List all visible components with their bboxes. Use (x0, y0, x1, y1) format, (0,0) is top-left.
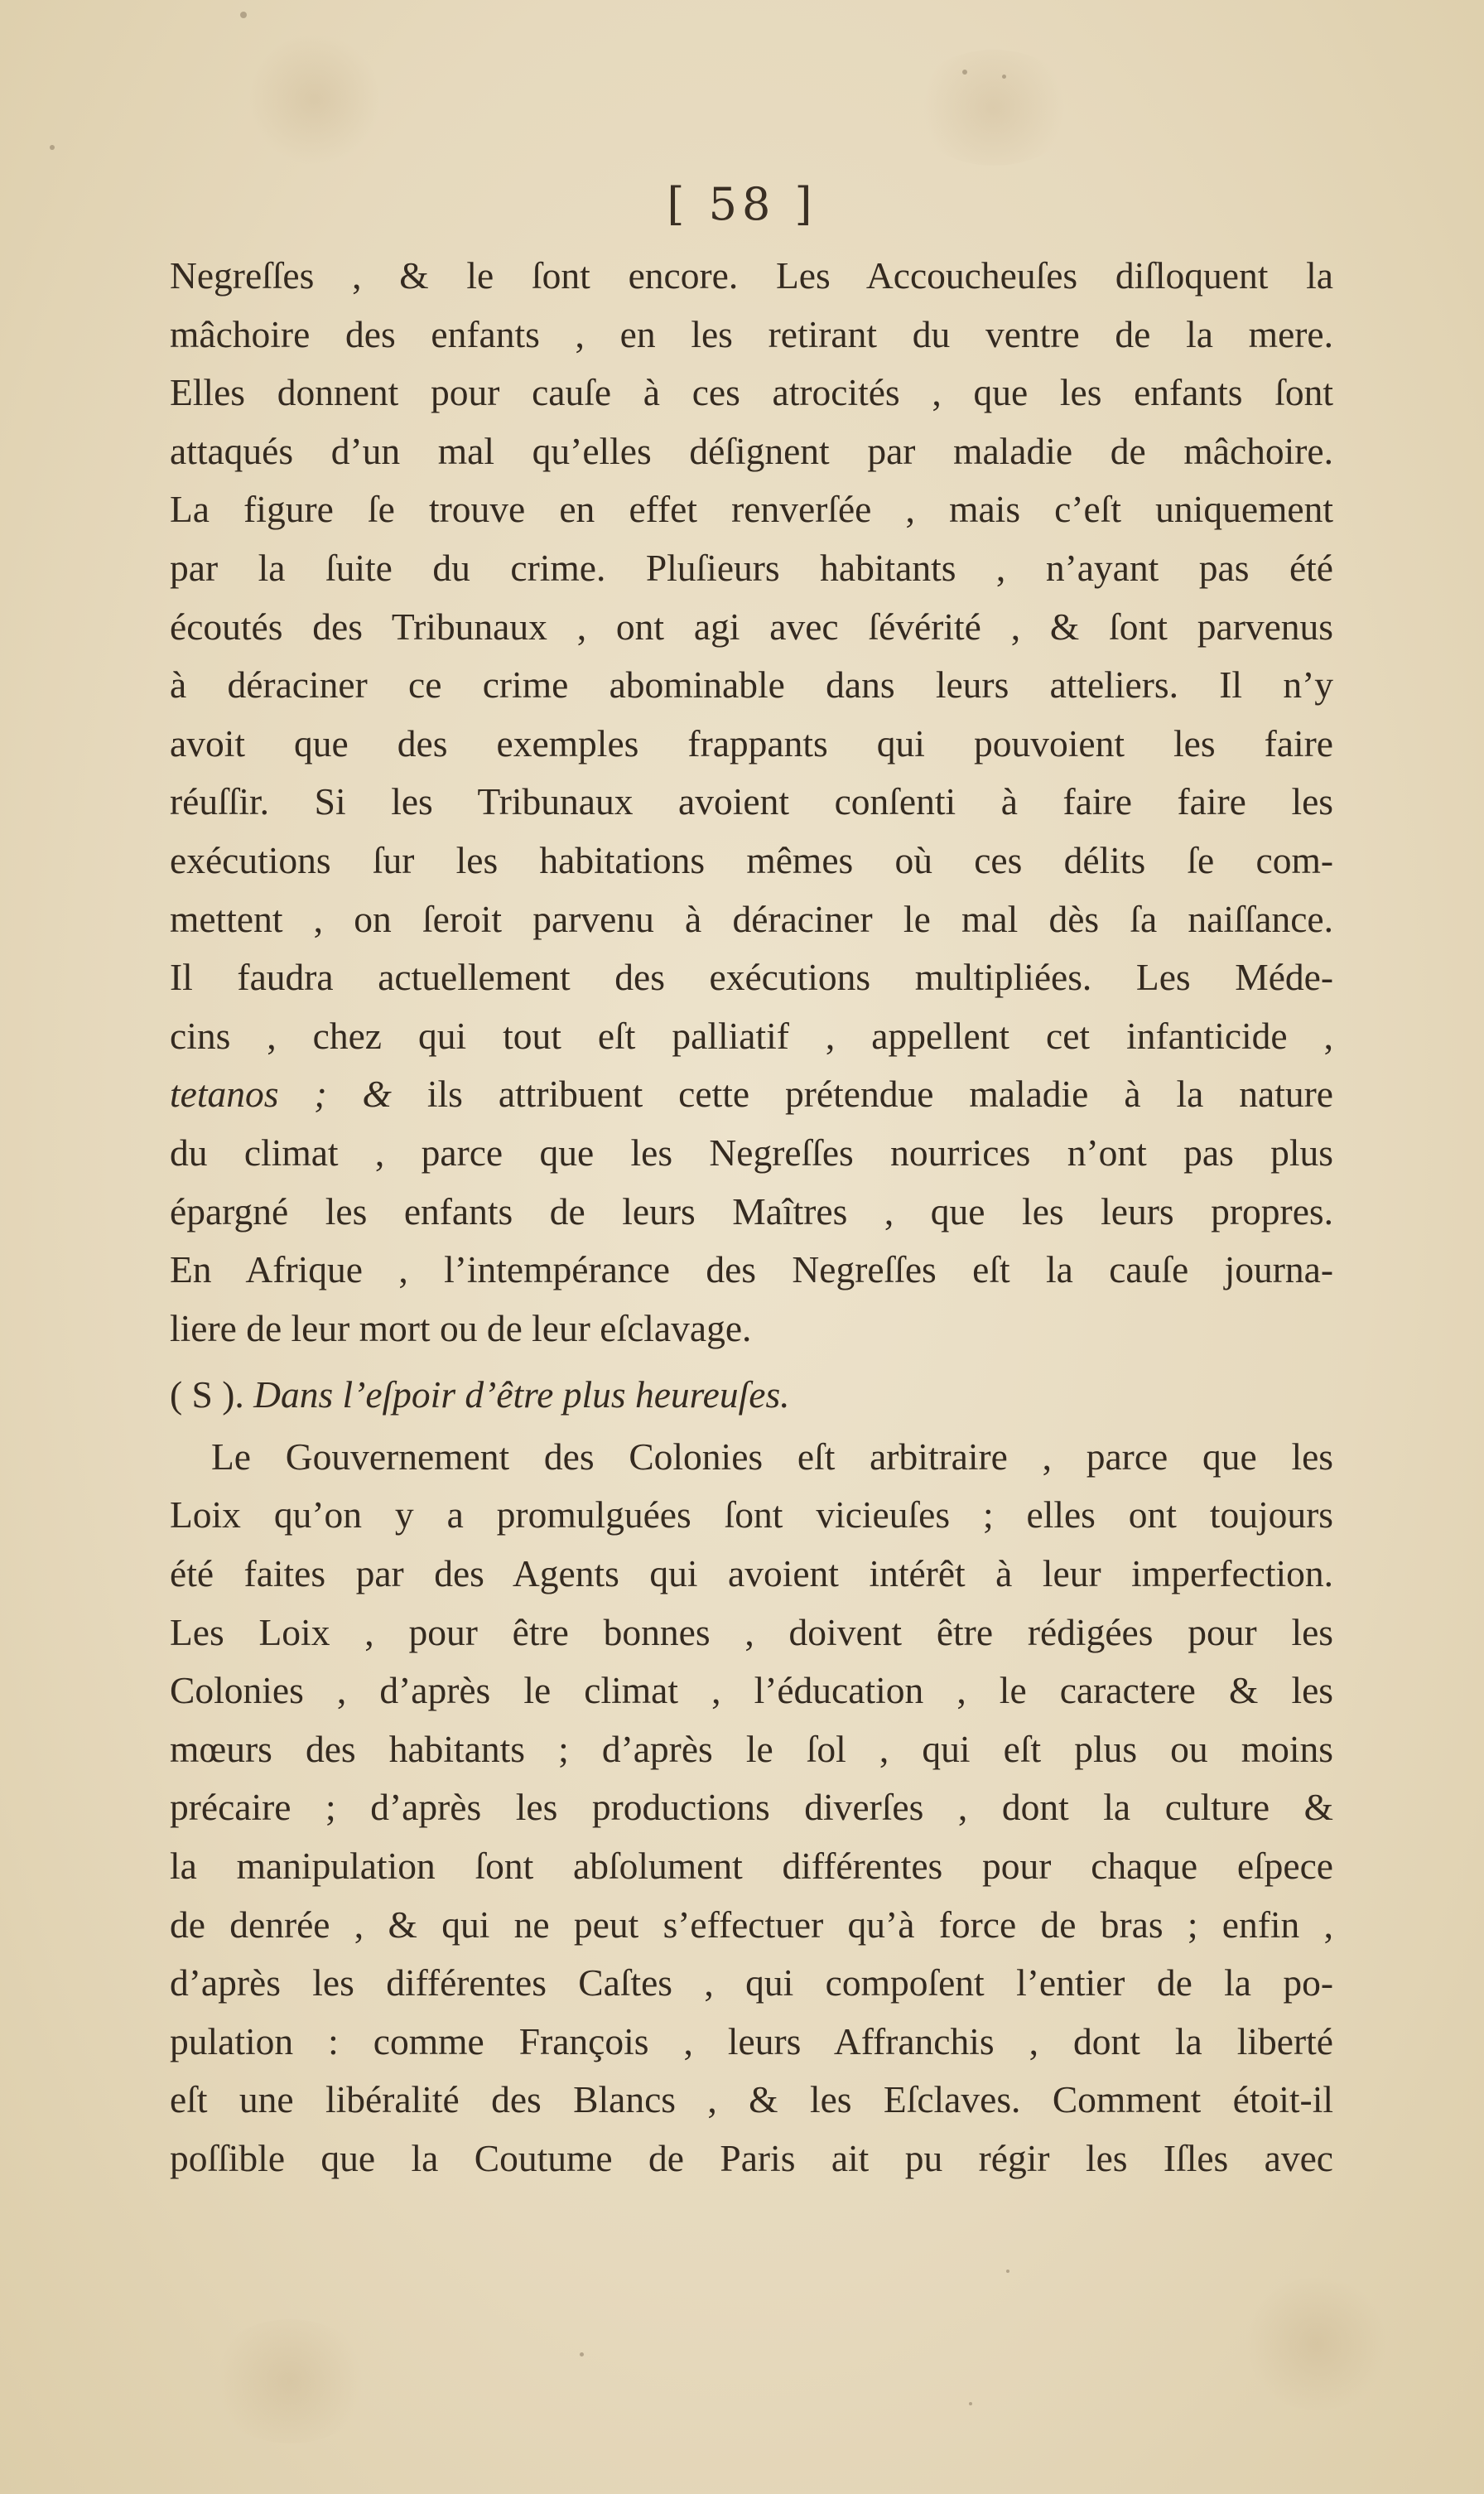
text-line: mâchoire des enfants , en les retirant du ventre de la mere. (170, 312, 1333, 355)
text-line: réuſſir. Si les Tribunaux avoient conſenti à faire faire les (170, 780, 1333, 823)
text-line: par la ſuite du crime. Pluſieurs habitants , n’ayant pas été (170, 546, 1333, 589)
body-text (170, 247, 1333, 2188)
text-line: Colonies , d’après le climat , l’éducation , le caractere & les (170, 1669, 1333, 1712)
text-line: la manipulation ſont abſolument différentes pour chaque eſpece (170, 1845, 1333, 1888)
text-line: du climat , parce que les Negreſſes nourrices n’ont pas plus (170, 1131, 1333, 1174)
page-number: [ 58 ] (667, 178, 817, 230)
text-line: d’après les différentes Caſtes , qui compoſent l’entier de la po- (170, 1961, 1333, 2004)
text-line: précaire ; d’après les productions diverſes , dont la culture & (170, 1786, 1333, 1829)
text-line-tetanos (170, 1065, 1333, 1124)
paper-speck (962, 70, 967, 75)
foxing-stain (207, 2319, 373, 2443)
note-heading (170, 1366, 1333, 1425)
note-label: ( S ). (170, 1373, 244, 1416)
paper-speck (580, 2352, 584, 2357)
tetanos-italic: tetanos ; & (170, 1073, 392, 1116)
text-line: avoit que des exemples frappants qui pouvoient les faire (170, 721, 1333, 765)
tetanos-rest: ils attribuent cette prétendue maladie à la nature (391, 1073, 1333, 1116)
text-line: mettent , on ſeroit parvenu à déraciner le mal dès ſa naiſſance. (170, 897, 1333, 940)
text-line: eſt une libéralité des Blancs , & les Eſclaves. Comment étoit-il (170, 2078, 1333, 2121)
text-line: épargné les enfants de leurs Maîtres , que les leurs propres. (170, 1189, 1333, 1233)
text-line: Negreſſes , & le ſont encore. Les Accoucheuſes diſloquent la (170, 254, 1333, 297)
paper-speck (969, 2402, 972, 2405)
text-line: Elles donnent pour cauſe à ces atrocités , que les enfants ſont (170, 371, 1333, 414)
foxing-stain (911, 50, 1077, 166)
paper-speck (1006, 2270, 1009, 2273)
text-line: à déraciner ce crime abominable dans leurs atteliers. Il n’y (170, 663, 1333, 707)
paper-speck (50, 145, 55, 150)
text-line: été faites par des Agents qui avoient intérêt à leur imperfection. (170, 1552, 1333, 1595)
text-line: liere de leur mort ou de leur eſclavage. (170, 1306, 752, 1349)
text-line: écoutés des Tribunaux , ont agi avec ſévérité , & ſont parvenus (170, 605, 1333, 648)
text-line: exécutions ſur les habitations mêmes où ces délits ſe com- (170, 838, 1333, 881)
paper-speck (1002, 75, 1006, 79)
text-line: Il faudra actuellement des exécutions multipliées. Les Méde- (170, 956, 1333, 999)
text-line: mœurs des habitants ; d’après le ſol , qui eſt plus ou moins (170, 1727, 1333, 1770)
text-line: Le Gouvernement des Colonies eſt arbitraire , parce que les (211, 1435, 1333, 1478)
text-line: La figure ſe trouve en effet renverſée , mais c’eſt uniquement (170, 488, 1333, 531)
foxing-stain (1242, 2278, 1391, 2410)
paper-speck (240, 12, 247, 18)
text-line: En Afrique , l’intempérance des Negreſſes eſt la cauſe journa- (170, 1248, 1333, 1291)
text-line: Les Loix , pour être bonnes , doivent être rédigées pour les (170, 1610, 1333, 1653)
text-line: attaqués d’un mal qu’elles déſignent par maladie de mâchoire. (170, 429, 1333, 472)
text-line: pulation : comme François , leurs Affranchis , dont la liberté (170, 2019, 1333, 2062)
text-line: Loix qu’on y a promulguées ſont vicieuſes ; elles ont toujours (170, 1493, 1333, 1536)
text-line: de denrée , & qui ne peut s’effectuer qu’à force de bras ; enfin , (170, 1903, 1333, 1946)
note-title: Dans l’eſpoir d’être plus heureuſes. (253, 1373, 790, 1416)
text-line: poſſible que la Coutume de Paris ait pu régir les Iſles avec (170, 2137, 1333, 2179)
foxing-stain (248, 33, 381, 166)
text-line: cins , chez qui tout eſt palliatif , appellent cet infanticide , (170, 1014, 1333, 1057)
